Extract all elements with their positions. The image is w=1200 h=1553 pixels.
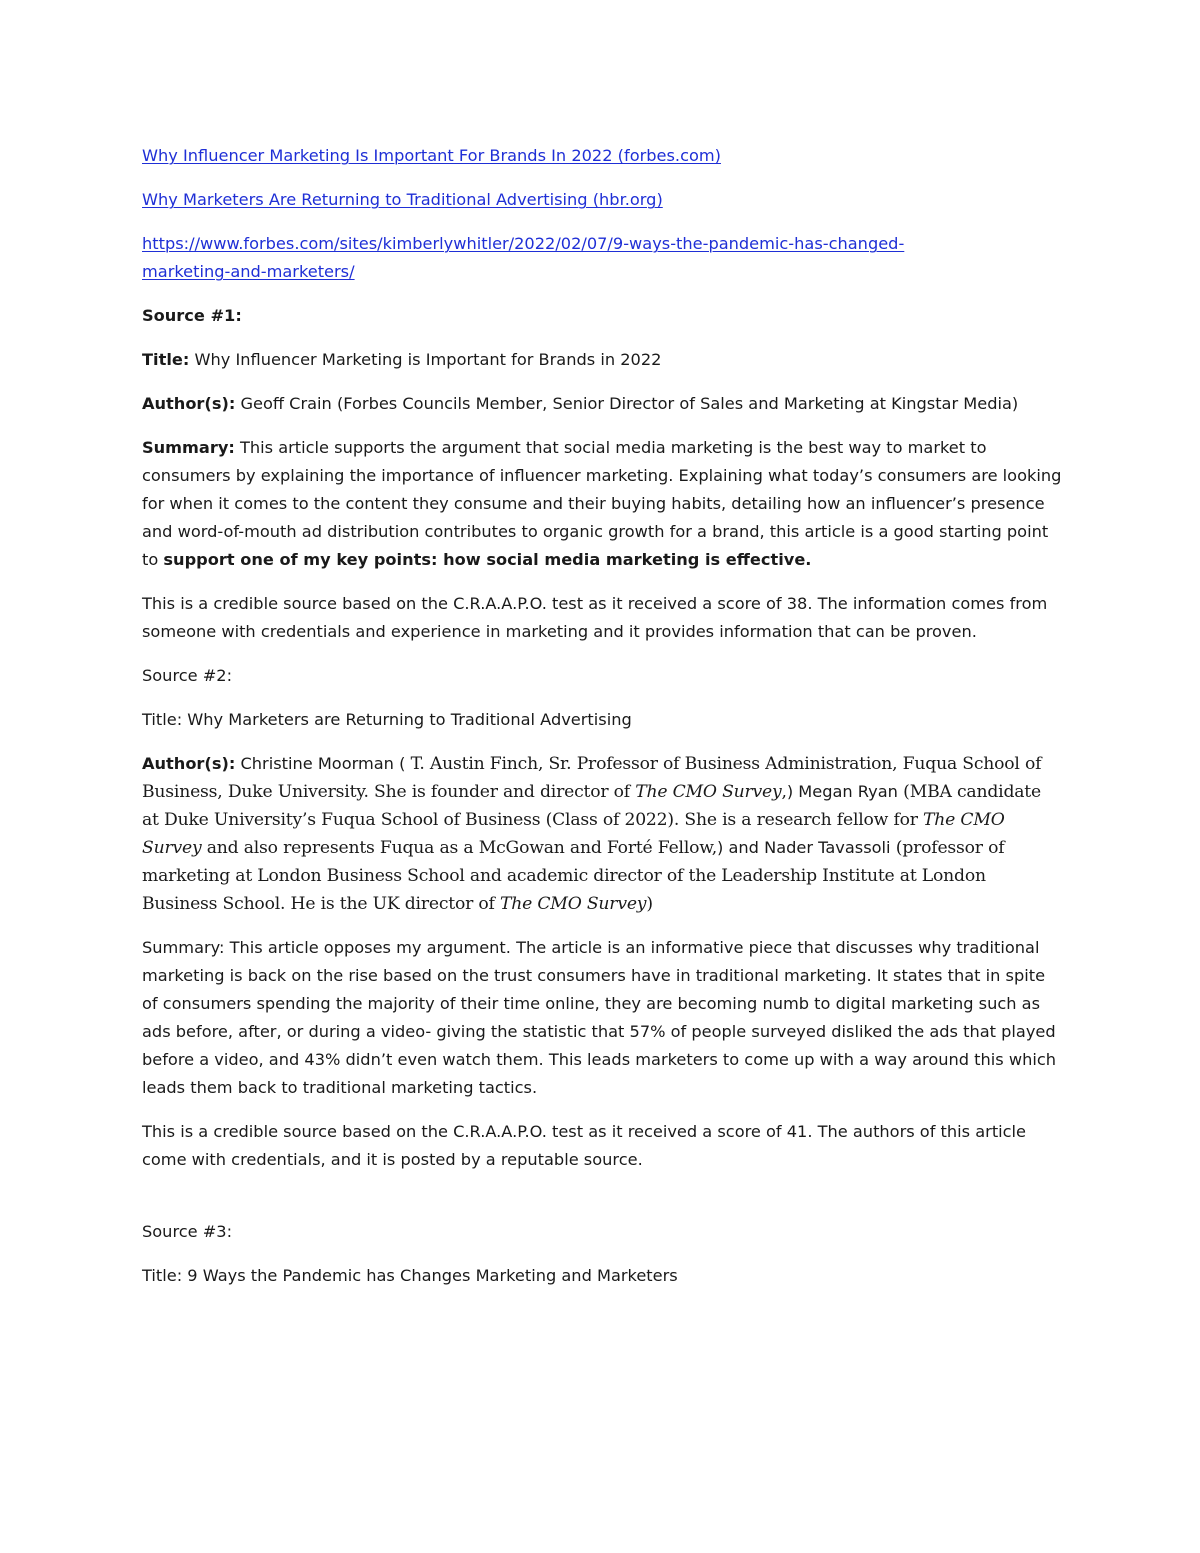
source1-credibility: This is a credible source based on the C.R.A.A.P.O. test as it received a score of 38. The information comes from someone with credentials and experience in marketing and it provides information that can be proven.	[142, 594, 1048, 641]
source2-author3-name: ) and Nader Tavassoli	[717, 838, 891, 857]
source3-title: Title: 9 Ways the Pandemic has Changes Marketing and Marketers	[142, 1266, 678, 1285]
source1-heading: Source #1:	[142, 306, 242, 325]
source1-summary-text: This article supports the argument that social media marketing is the best way to market to consumers by explaining the importance of influencer marketing. Explaining what today’s consumers are looking for when it comes to the content they consume and their buying habits, detailing how an influencer’s presence and word-of-mouth ad distribution contributes to organic growth for a brand, this article is a good starting point to	[142, 438, 1062, 569]
source2-credibility: This is a credible source based on the C.R.A.A.P.O. test as it received a score of 41. The authors of this article come with credentials, and it is posted by a reputable source.	[142, 1122, 1027, 1169]
link-influencer-marketing[interactable]: Why Influencer Marketing Is Important For Brands In 2022 (forbes.com)	[142, 146, 721, 165]
link-pandemic-marketing-line1[interactable]: https://www.forbes.com/sites/kimberlywhitler/2022/02/07/9-ways-the-pandemic-has-changed-	[142, 234, 905, 253]
source1-summary-label: Summary:	[142, 438, 235, 457]
source2-author2-name: ) Megan Ryan	[786, 782, 898, 801]
source1-title	[142, 346, 1062, 374]
source2-author2-desc: (MBA candidate at Duke University’s Fuqua School of Business (Class of 2022). She is a research fellow for The CMO Survey and also represents Fuqua as a McGowan and Forté Fellow,	[142, 782, 1041, 858]
source2-author1-desc: T. Austin Finch, Sr. Professor of Business Administration, Fuqua School of Business, Duke University. She is founder and director of The CMO Survey,	[142, 754, 1042, 802]
source1-title-label: Title:	[142, 350, 190, 369]
source1-authors-text: Geoff Crain (Forbes Councils Member, Senior Director of Sales and Marketing at Kingstar Media)	[235, 394, 1019, 413]
document-body	[142, 140, 1062, 1290]
source2-author1-name: Christine Moorman (	[235, 754, 406, 773]
source2-authors	[142, 750, 1062, 918]
source1-authors	[142, 390, 1062, 418]
source2-summary: Summary: This article opposes my argument. The article is an informative piece that discusses why traditional marketing is back on the rise based on the trust consumers have in traditional marketing. It states that in spite of consumers spending the majority of their time online, they are becoming numb to digital marketing such as ads before, after, or during a video- giving the statistic that 57% of people surveyed disliked the ads that played before a video, and 43% didn’t even watch them. This leads marketers to come up with a way around this which leads them back to traditional marketing tactics.	[142, 938, 1057, 1097]
source1-summary-keypoint: support one of my key points: how social media marketing is effective.	[163, 550, 812, 569]
source2-title: Title: Why Marketers are Returning to Traditional Advertising	[142, 710, 632, 729]
source1-title-text: Why Influencer Marketing is Important for Brands in 2022	[189, 350, 662, 369]
link-pandemic-marketing-block[interactable]	[142, 230, 1062, 286]
source1-authors-label: Author(s):	[142, 394, 236, 413]
link-pandemic-marketing-line2[interactable]: marketing-and-marketers/	[142, 262, 355, 281]
source2-authors-label: Author(s):	[142, 754, 236, 773]
link-traditional-advertising[interactable]: Why Marketers Are Returning to Traditional Advertising (hbr.org)	[142, 190, 663, 209]
source1-summary	[142, 434, 1062, 574]
source2-heading: Source #2:	[142, 666, 233, 685]
source3-heading: Source #3:	[142, 1222, 233, 1241]
source2-author3-desc: (professor of marketing at London Business School and academic director of the Leadership Institute at London Business School. He is the UK director of The CMO Survey)	[142, 838, 1005, 914]
